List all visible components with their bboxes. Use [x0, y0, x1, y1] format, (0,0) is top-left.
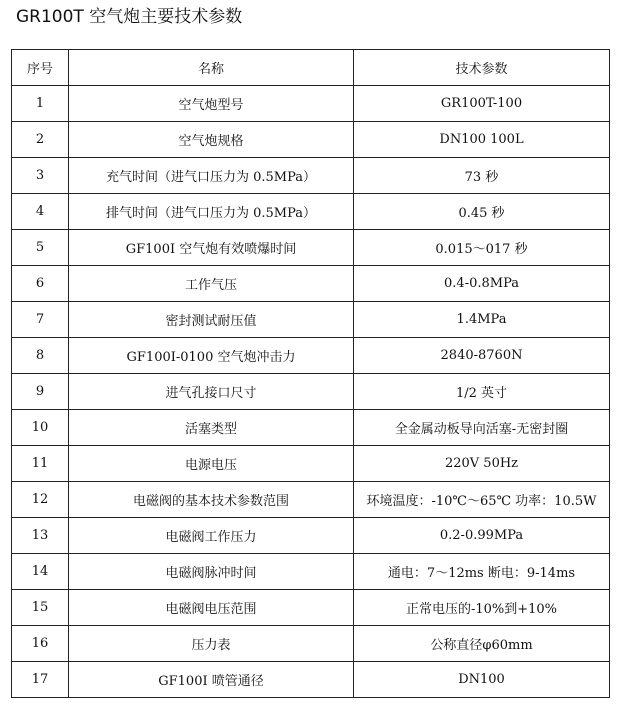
row-value: 0.45 秒	[354, 194, 610, 230]
row-index: 8	[12, 338, 69, 374]
row-name: 空气炮规格	[69, 122, 354, 158]
row-name: GF100I-0100 空气炮冲击力	[69, 338, 354, 374]
table-row	[12, 338, 610, 374]
table-row	[12, 518, 610, 554]
spec-table	[11, 49, 610, 698]
row-index: 16	[12, 626, 69, 662]
table-header-row	[12, 50, 610, 86]
row-index: 10	[12, 410, 69, 446]
row-index: 13	[12, 518, 69, 554]
row-index: 7	[12, 302, 69, 338]
row-value: 0.2-0.99MPa	[354, 518, 610, 554]
table-body	[12, 86, 610, 698]
table-row	[12, 410, 610, 446]
row-index: 6	[12, 266, 69, 302]
row-name: 充气时间（进气口压力为 0.5MPa）	[69, 158, 354, 194]
row-name: GF100I 空气炮有效喷爆时间	[69, 230, 354, 266]
row-name: 空气炮型号	[69, 86, 354, 122]
row-index: 11	[12, 446, 69, 482]
table-row	[12, 194, 610, 230]
table-row	[12, 302, 610, 338]
header-value: 技术参数	[354, 50, 610, 86]
table-row	[12, 446, 610, 482]
row-index: 2	[12, 122, 69, 158]
row-value: DN100 100L	[354, 122, 610, 158]
row-name: 活塞类型	[69, 410, 354, 446]
table-row	[12, 374, 610, 410]
row-value: 73 秒	[354, 158, 610, 194]
row-index: 9	[12, 374, 69, 410]
table-row	[12, 86, 610, 122]
row-value: 环境温度：-10℃～65℃ 功率：10.5W	[354, 482, 610, 518]
row-name: 电磁阀的基本技术参数范围	[69, 482, 354, 518]
row-index: 14	[12, 554, 69, 590]
row-index: 4	[12, 194, 69, 230]
row-name: 进气孔接口尺寸	[69, 374, 354, 410]
table-row	[12, 266, 610, 302]
row-name: 密封测试耐压值	[69, 302, 354, 338]
row-value: 2840-8760N	[354, 338, 610, 374]
table-row	[12, 158, 610, 194]
header-name: 名称	[69, 50, 354, 86]
table-row	[12, 626, 610, 662]
row-value: 1.4MPa	[354, 302, 610, 338]
table-row	[12, 230, 610, 266]
row-name: 压力表	[69, 626, 354, 662]
row-name: GF100I 喷管通径	[69, 662, 354, 698]
document-title: GR100T 空气炮主要技术参数	[16, 7, 243, 27]
row-name: 工作气压	[69, 266, 354, 302]
table-row	[12, 662, 610, 698]
row-value: 1/2 英寸	[354, 374, 610, 410]
row-value: 正常电压的-10%到+10%	[354, 590, 610, 626]
row-value: 通电：7～12ms 断电：9-14ms	[354, 554, 610, 590]
table-row	[12, 590, 610, 626]
row-index: 12	[12, 482, 69, 518]
row-name: 电磁阀脉冲时间	[69, 554, 354, 590]
table-row	[12, 482, 610, 518]
header-index: 序号	[12, 50, 69, 86]
table-row	[12, 122, 610, 158]
row-value: 0.4-0.8MPa	[354, 266, 610, 302]
row-value: 公称直径φ60mm	[354, 626, 610, 662]
row-index: 5	[12, 230, 69, 266]
table-row	[12, 554, 610, 590]
row-index: 15	[12, 590, 69, 626]
row-name: 排气时间（进气口压力为 0.5MPa）	[69, 194, 354, 230]
row-value: 220V 50Hz	[354, 446, 610, 482]
row-name: 电磁阀工作压力	[69, 518, 354, 554]
row-index: 17	[12, 662, 69, 698]
row-index: 3	[12, 158, 69, 194]
row-name: 电磁阀电压范围	[69, 590, 354, 626]
row-value: DN100	[354, 662, 610, 698]
row-index: 1	[12, 86, 69, 122]
row-value: 0.015～017 秒	[354, 230, 610, 266]
row-name: 电源电压	[69, 446, 354, 482]
row-value: GR100T-100	[354, 86, 610, 122]
row-value: 全金属动板导向活塞-无密封圈	[354, 410, 610, 446]
